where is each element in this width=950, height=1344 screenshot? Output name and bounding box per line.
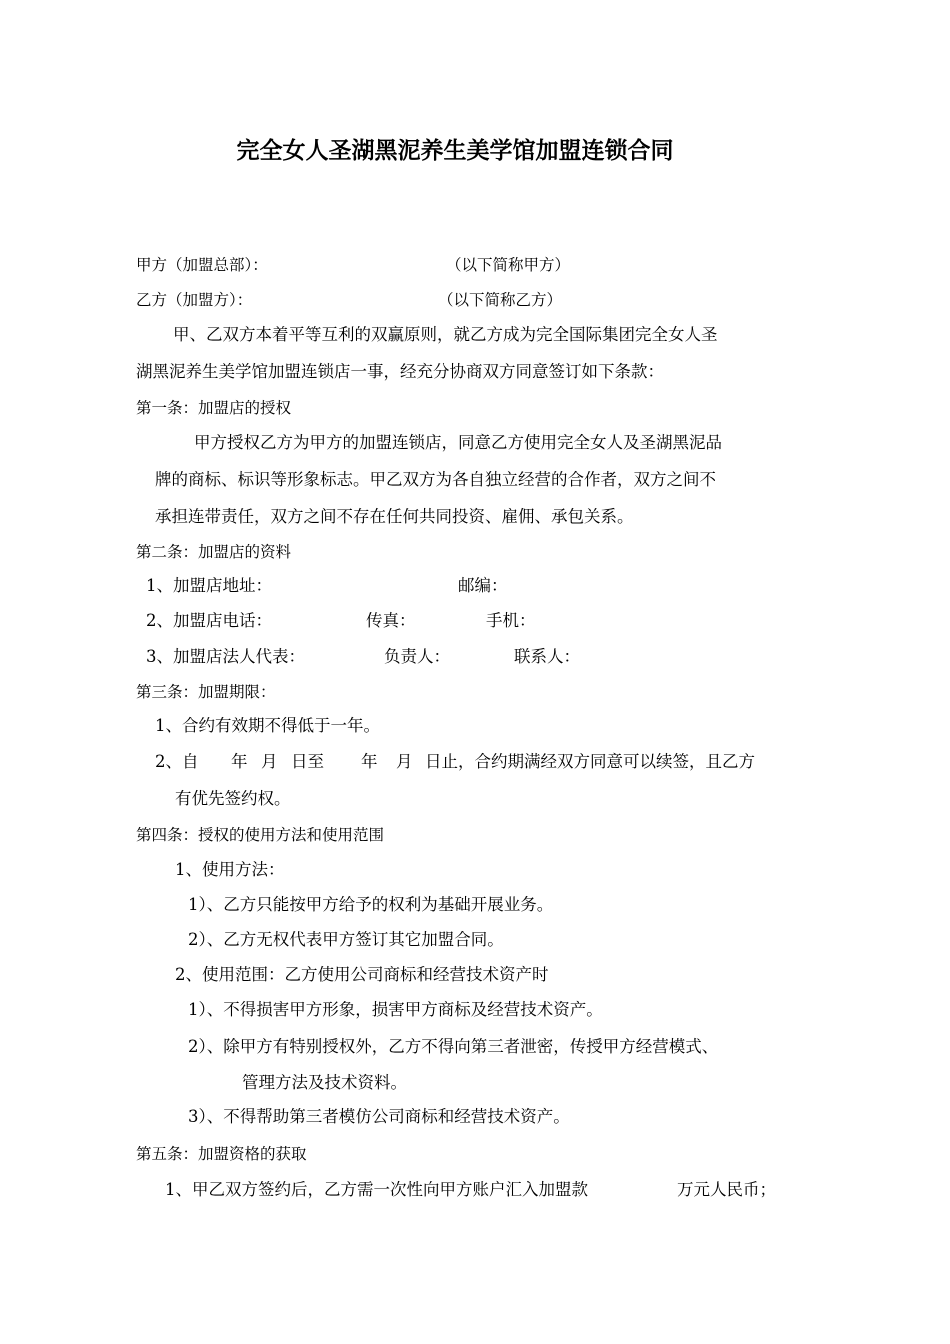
fax-label: 传真： [366, 611, 416, 630]
usage-scope-item-2-cont: 管理方法及技术资料。 [242, 1073, 407, 1092]
phone-label: 2、加盟店电话： [146, 611, 272, 630]
usage-method-item-2: 2）、乙方无权代表甲方签订其它加盟合同。 [188, 930, 504, 949]
document-title: 完全女人圣湖黑泥养生美学馆加盟连锁合同 [236, 138, 674, 164]
article1-line-1: 甲方授权乙方为甲方的加盟连锁店，同意乙方使用完全女人及圣湖黑泥品 [194, 433, 722, 452]
preamble-line-1: 甲、乙双方本着平等互利的双赢原则，就乙方成为完全国际集团完全女人圣 [173, 325, 718, 344]
article2-heading: 第二条：加盟店的资料 [136, 543, 292, 561]
term-start-prefix: 2、自 [155, 752, 199, 771]
party-a-note: （以下简称甲方） [446, 256, 571, 274]
term-end-day: 日止，合约期满经双方同意可以续签，且乙方 [425, 752, 755, 771]
usage-scope-item-2: 2）、除甲方有特别授权外，乙方不得向第三者泄密，传授甲方经营模式、 [188, 1037, 719, 1056]
article4-heading: 第四条：授权的使用方法和使用范围 [136, 826, 385, 844]
term-end-year: 年 [361, 752, 378, 771]
usage-scope-item-1: 1）、不得损害甲方形象，损害甲方商标及经营技术资产。 [188, 1000, 603, 1019]
article3-item1: 1、合约有效期不得低于一年。 [155, 716, 380, 735]
party-a-label: 甲方（加盟总部）： [136, 256, 268, 274]
article5-heading: 第五条：加盟资格的获取 [136, 1145, 307, 1163]
address-label: 1、加盟店地址： [146, 576, 272, 595]
term-start-year: 年 [231, 752, 248, 771]
party-b-label: 乙方（加盟方）： [136, 291, 253, 309]
article1-line-2: 牌的商标、标识等形象标志。甲乙双方为各自独立经营的合作者，双方之间不 [155, 470, 716, 489]
article1-line-3: 承担连带责任，双方之间不存在任何共同投资、雇佣、承包关系。 [155, 507, 634, 526]
manager-label: 负责人： [384, 647, 450, 666]
party-b-note: （以下简称乙方） [438, 291, 563, 309]
mobile-label: 手机： [486, 611, 536, 630]
term-end-month: 月 [396, 752, 413, 771]
article3-heading: 第三条：加盟期限： [136, 683, 276, 701]
zip-label: 邮编： [458, 576, 508, 595]
term-start-day: 日至 [291, 752, 324, 771]
article1-heading: 第一条：加盟店的授权 [136, 399, 292, 417]
article3-item2-cont: 有优先签约权。 [175, 789, 291, 808]
legal-rep-label: 3、加盟店法人代表： [146, 647, 305, 666]
usage-method-item-1: 1）、乙方只能按甲方给予的权利为基础开展业务。 [188, 895, 554, 914]
term-start-month: 月 [261, 752, 278, 771]
usage-method: 1、使用方法： [175, 860, 285, 879]
franchise-fee-unit: 万元人民币； [677, 1180, 776, 1199]
contact-label: 联系人： [514, 647, 580, 666]
usage-scope-item-3: 3）、不得帮助第三者模仿公司商标和经营技术资产。 [188, 1107, 570, 1126]
preamble-line-2: 湖黑泥养生美学馆加盟连锁店一事，经充分协商双方同意签订如下条款： [136, 362, 664, 381]
usage-scope: 2、使用范围：乙方使用公司商标和经营技术资产时 [175, 965, 549, 984]
franchise-fee-text: 1、甲乙双方签约后，乙方需一次性向甲方账户汇入加盟款 [165, 1180, 588, 1199]
